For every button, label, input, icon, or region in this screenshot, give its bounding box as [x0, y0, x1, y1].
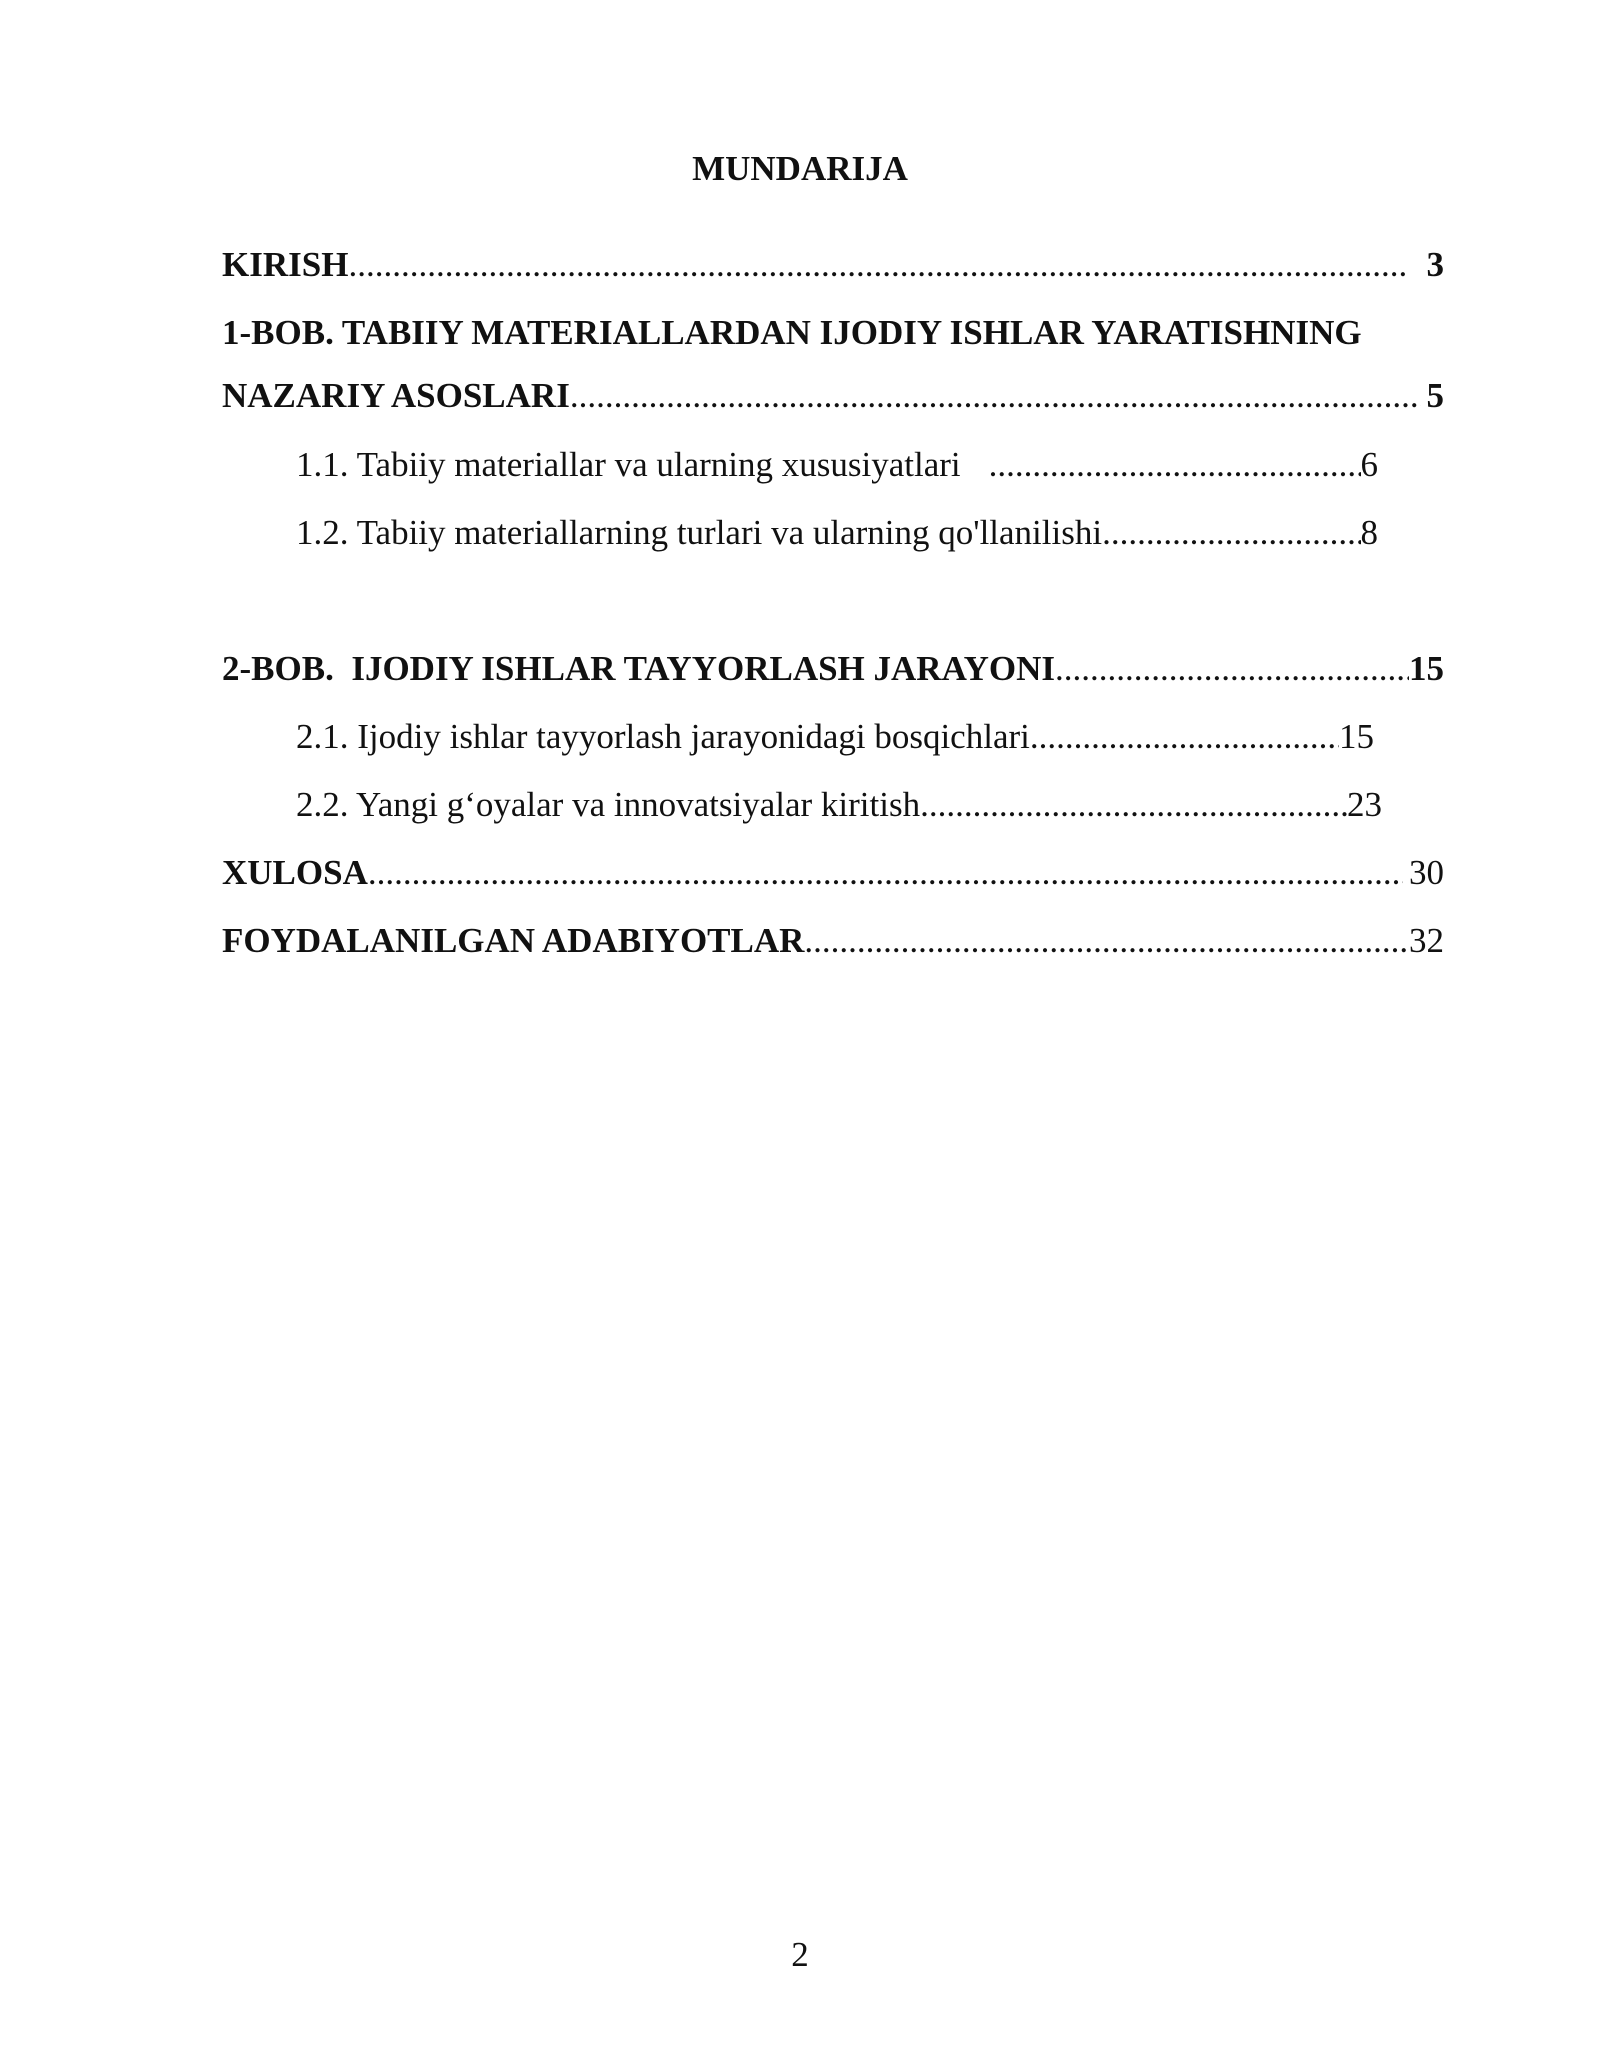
- toc-entry-chapter1[interactable]: [222, 373, 1444, 419]
- dot-leader: [348, 242, 1404, 288]
- toc-entry-kirish[interactable]: [222, 242, 1444, 288]
- toc-title: MUNDARIJA: [692, 149, 908, 188]
- toc-entry-label: 2-BOB. IJODIY ISHLAR TAYYORLASH JARAYONI: [222, 649, 1056, 688]
- dot-leader: [989, 442, 1361, 488]
- toc-section-label: 2.1. Ijodiy ishlar tayyorlash jarayonidagi bosqichlari: [296, 717, 1030, 756]
- toc-section-1-1[interactable]: [296, 442, 1378, 488]
- dot-leader: [1102, 510, 1360, 556]
- toc-section-1-2[interactable]: [296, 510, 1378, 556]
- toc-entry-page: 30: [1409, 853, 1444, 892]
- toc-section-label: 2.2. Yangi g‘oyalar va innovatsiyalar kiritish: [296, 785, 921, 824]
- toc-chapter1-title-line1[interactable]: 1-BOB. TABIIY MATERIALLARDAN IJODIY ISHLAR YARATISHNING: [222, 313, 1362, 352]
- dot-leader: [920, 782, 1347, 828]
- toc-entry-page: 5: [1426, 376, 1444, 415]
- dot-leader: [804, 918, 1409, 964]
- dot-leader: [1055, 646, 1409, 692]
- toc-section-2-1[interactable]: [296, 714, 1374, 760]
- toc-entry-label: XULOSA: [222, 853, 368, 892]
- toc-entry-label: NAZARIY ASOSLARI: [222, 376, 570, 415]
- toc-entry-label: KIRISH: [222, 245, 349, 284]
- toc-entry-page: 3: [1426, 245, 1444, 284]
- page-number: 2: [791, 1935, 809, 1974]
- toc-section-label: 1.1. Tabiiy materiallar va ularning xususiyatlari: [296, 445, 961, 484]
- toc-entry-adabiyotlar[interactable]: [222, 918, 1444, 964]
- toc-entry-label: FOYDALANILGAN ADABIYOTLAR: [222, 921, 805, 960]
- toc-section-label: 1.2. Tabiiy materiallarning turlari va ularning qo'llanilishi: [296, 513, 1103, 552]
- toc-entry-xulosa[interactable]: [222, 850, 1444, 896]
- toc-entry-page: 32: [1409, 921, 1444, 960]
- toc-section-page: 15: [1339, 717, 1374, 756]
- toc-section-page: 8: [1360, 513, 1378, 552]
- toc-entry-chapter2[interactable]: [222, 646, 1444, 692]
- dot-leader: [1030, 714, 1339, 760]
- toc-section-page: 23: [1347, 785, 1382, 824]
- dot-leader: [570, 373, 1421, 419]
- toc-section-page: 6: [1360, 445, 1378, 484]
- toc-section-2-2[interactable]: [296, 782, 1382, 828]
- dot-leader: [368, 850, 1403, 896]
- toc-entry-page: 15: [1409, 649, 1444, 688]
